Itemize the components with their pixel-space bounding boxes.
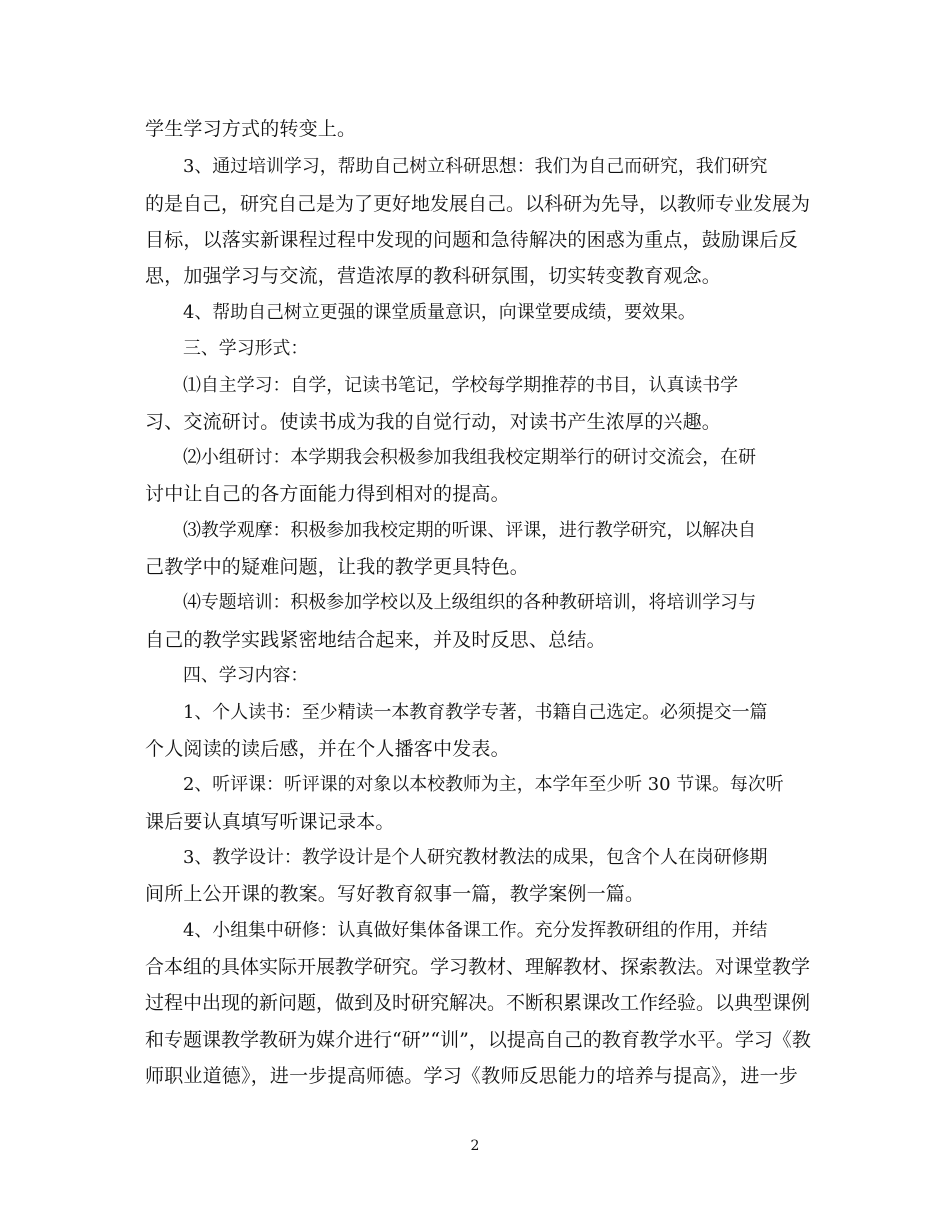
text-line: ⑶教学观摩：积极参加我校定期的听课、评课，进行教学研究，以解决自 — [183, 520, 756, 541]
text-line: 自己的教学实践紧密地结合起来，并及时反思、总结。 — [145, 629, 606, 651]
text-line: 师职业道德》，进一步提高师德。学习《教师反思能力的培养与提高》，进一步 — [145, 1065, 799, 1087]
text-line: 思，加强学习与交流，营造浓厚的教科研氛围，切实转变教育观念。 — [145, 265, 722, 287]
text-line: ⑷专题培训：积极参加学校以及上级组织的各种教研培训，将培训学习与 — [183, 592, 756, 613]
text-line: 4、帮助自己树立更强的课堂质量意识，向课堂要成绩，要效果。 — [183, 302, 696, 323]
section-heading: 四、学习内容： — [183, 665, 309, 686]
text-line: 过程中出现的新问题，做到及时研究解决。不断积累课改工作经验。以典型课例 — [145, 992, 811, 1014]
page-number: 2 — [470, 1138, 480, 1154]
text-line: 和专题课教学教研为媒介进行“研”“训”，以提高自己的教育教学水平。学习《教 — [145, 1029, 811, 1051]
text-line: 3、教学设计：教学设计是个人研究教材教法的成果，包含个人在岗研修期 — [183, 847, 768, 868]
text-line: 个人阅读的读后感，并在个人播客中发表。 — [145, 738, 510, 760]
text-line: 2、听评课：听评课的对象以本校教师为主，本学年至少听 30 节课。每次听 — [183, 774, 784, 795]
text-line: 己教学中的疑难问题，让我的教学更具特色。 — [145, 556, 530, 578]
text-line: 学生学习方式的转变上。 — [145, 118, 357, 140]
text-line: 合本组的具体实际开展教学研究。学习教材、理解教材、探索教法。对课堂教学 — [145, 956, 811, 978]
text-line: 习、交流研讨。使读书成为我的自觉行动，对读书产生浓厚的兴趣。 — [145, 411, 722, 433]
text-line: 讨中让自己的各方面能力得到相对的提高。 — [145, 483, 510, 505]
text-line: 3、通过培训学习，帮助自己树立科研思想：我们为自己而研究，我们研究 — [183, 156, 768, 177]
text-line: ⑴自主学习：自学，记读书笔记，学校每学期推荐的书目，认真读书学 — [183, 375, 739, 396]
text-line: 4、小组集中研修：认真做好集体备课工作。充分发挥教研组的作用，并结 — [183, 920, 768, 941]
text-line: 间所上公开课的教案。写好教育叙事一篇，教学案例一篇。 — [145, 883, 645, 905]
text-line: 目标，以落实新课程过程中发现的问题和急待解决的困惑为重点，鼓励课后反 — [145, 229, 798, 251]
text-line: 课后要认真填写听课记录本。 — [145, 811, 395, 833]
section-heading: 三、学习形式： — [183, 338, 309, 359]
text-line: 的是自己，研究自己是为了更好地发展自己。以科研为先导，以教师专业发展为 — [145, 193, 811, 215]
text-line: ⑵小组研讨：本学期我会积极参加我组我校定期举行的研讨交流会，在研 — [183, 447, 756, 468]
text-line: 1、个人读书：至少精读一本教育教学专著，书籍自己选定。必须提交一篇 — [183, 702, 768, 723]
